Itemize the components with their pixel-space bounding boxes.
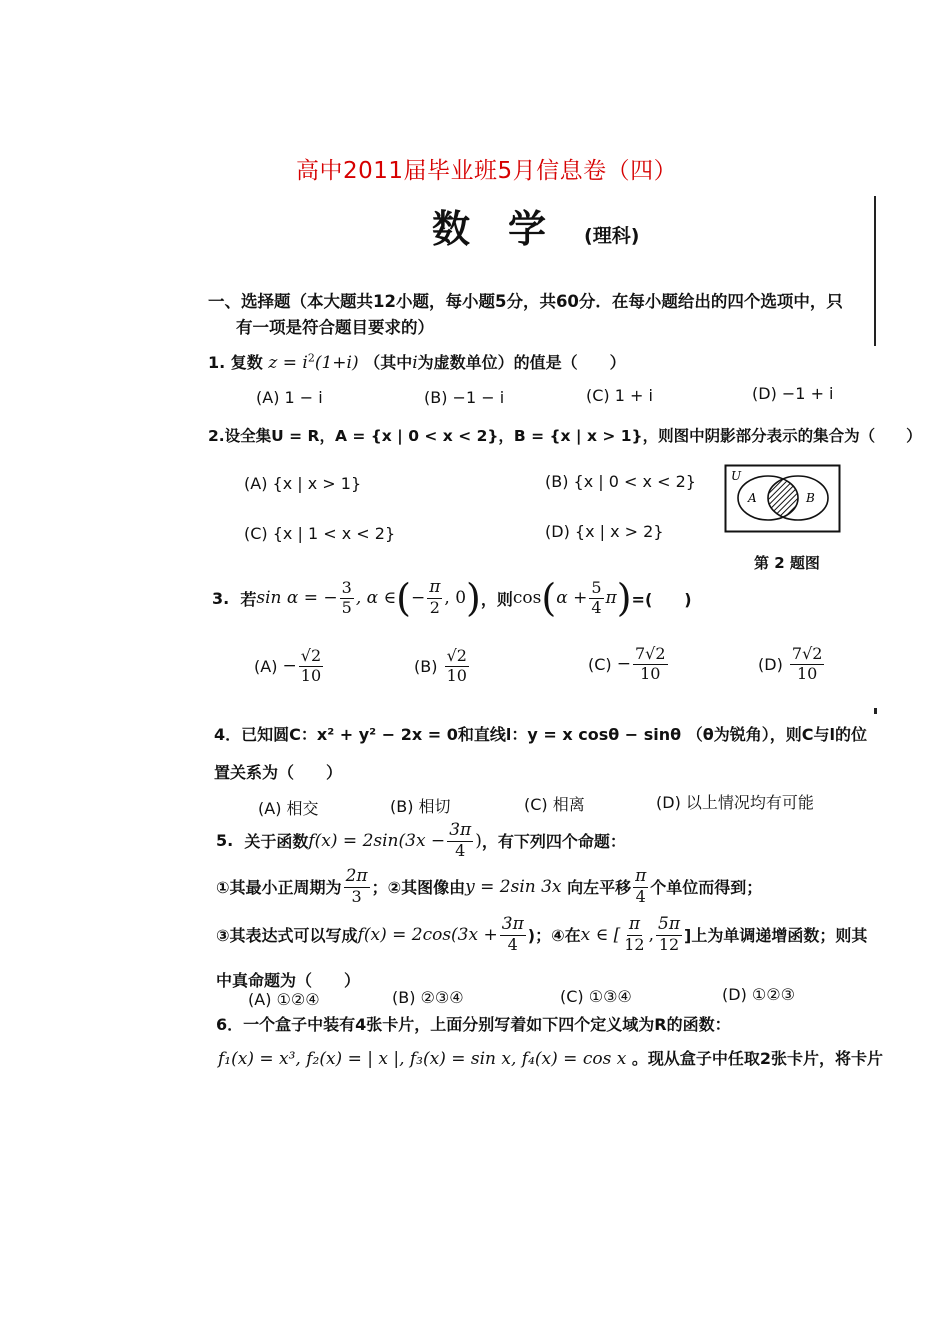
q5-statement-3-4: ③其表达式可以写成 f(x) = 2cos(3x + $\frac{3\pi}{4}$ )；④在 x ∈ [ $\frac{\pi}{12}$ , $\frac{5\pi}{12}$ ]上为单调递增函数；则其 [216, 914, 868, 954]
question-6-line2: f₁(x) = x³, f₂(x) = | x |, f₃(x) = sin x, f₄(x) = cos x 。现从盒子中任取2张卡片，将卡片 [218, 1049, 884, 1069]
question-2: 2.设全集U = R，A = {x | 0 < x < 2}，B = {x | x > 1}，则图中阴影部分表示的集合为（ ） [208, 427, 922, 445]
subject-title [432, 198, 639, 253]
exam-header: 高中2011届毕业班5月信息卷（四） [296, 158, 678, 184]
q3-option-b: (B) $\frac{√2}{10}$ [414, 646, 467, 685]
q3-option-d: (D) $\frac{7√2}{10}$ [758, 644, 823, 683]
q2-option-a: (A) {x | x > 1} [244, 474, 362, 493]
question-5: 5. 关于函数 f(x) = 2sin(3x − $\frac{3\pi}{4}$ ) ，有下列四个命题： [216, 820, 626, 860]
q5-option-d: (D) ①②③ [722, 985, 795, 1004]
q5-option-b: (B) ②③④ [392, 988, 464, 1007]
question-4-line2: 置关系为（ ） [214, 763, 343, 782]
q5-option-c: (C) ①③④ [560, 987, 632, 1006]
venn-label-u: U [731, 469, 742, 483]
title-sub: (理科) [584, 225, 640, 247]
q4-option-d: (D) 以上情况均有可能 [656, 793, 814, 812]
q2-option-b: (B) {x | 0 < x < 2} [545, 472, 696, 491]
q5-prompt: 中真命题为（ ） [216, 971, 361, 990]
q2-option-c: (C) {x | 1 < x < 2} [244, 524, 396, 543]
q3-option-c: (C) − $\frac{7√2}{10}$ [588, 644, 666, 683]
venn-label-a: A [748, 491, 757, 505]
q1-option-d: (D) −1 + i [752, 384, 834, 403]
q5-statement-1-2: ①其最小正周期为 $\frac{2\pi}{3}$ ；②其图像由 y = 2sin 3x 向左平移 $\frac{\pi}{4}$ 个单位而得到； [216, 866, 763, 906]
question-4-line1: 4．已知圆C：x² + y² − 2x = 0和直线l：y = x cosθ − sinθ （θ为锐角），则C与l的位 [214, 725, 867, 744]
section-heading-line2: 有一项是符合题目要求的） [236, 318, 434, 337]
q4-option-b: (B) 相切 [390, 797, 451, 816]
question-6-line1: 6．一个盒子中装有4张卡片，上面分别写着如下四个定义域为R的函数： [216, 1015, 731, 1034]
q3-option-a: (A) − $\frac{√2}{10}$ [254, 646, 322, 685]
question-3: 3. 若 sin α = − $\frac{3}{5}$ , α ∈ ( − $\frac{\pi}{2}$ , 0 ) ，则 cos ( α + $\frac{5}{4}$ π ) =( ) [212, 576, 692, 620]
q5-option-a: (A) ①②④ [248, 990, 320, 1009]
q1-option-c: (C) 1 + i [586, 386, 653, 405]
scan-edge-mark [874, 708, 877, 714]
q1-option-a: (A) 1 − i [256, 388, 323, 407]
q4-option-c: (C) 相离 [524, 795, 585, 814]
venn-label-b: B [806, 491, 815, 505]
question-1: 1. 复数 $z = i^2(1+i)$ （其中i为虚数单位）的值是（ ） [208, 351, 626, 373]
venn-diagram [724, 464, 842, 534]
venn-caption: 第 2 题图 [754, 554, 820, 572]
section-heading-line1: 一、选择题（本大题共12小题，每小题5分，共60分．在每小题给出的四个选项中，只 [208, 292, 843, 311]
q4-option-a: (A) 相交 [258, 799, 319, 818]
q1-option-b: (B) −1 − i [424, 388, 505, 407]
scan-edge-line [874, 196, 876, 346]
title-main: 数学 [432, 206, 585, 251]
q2-option-d: (D) {x | x > 2} [545, 522, 664, 541]
